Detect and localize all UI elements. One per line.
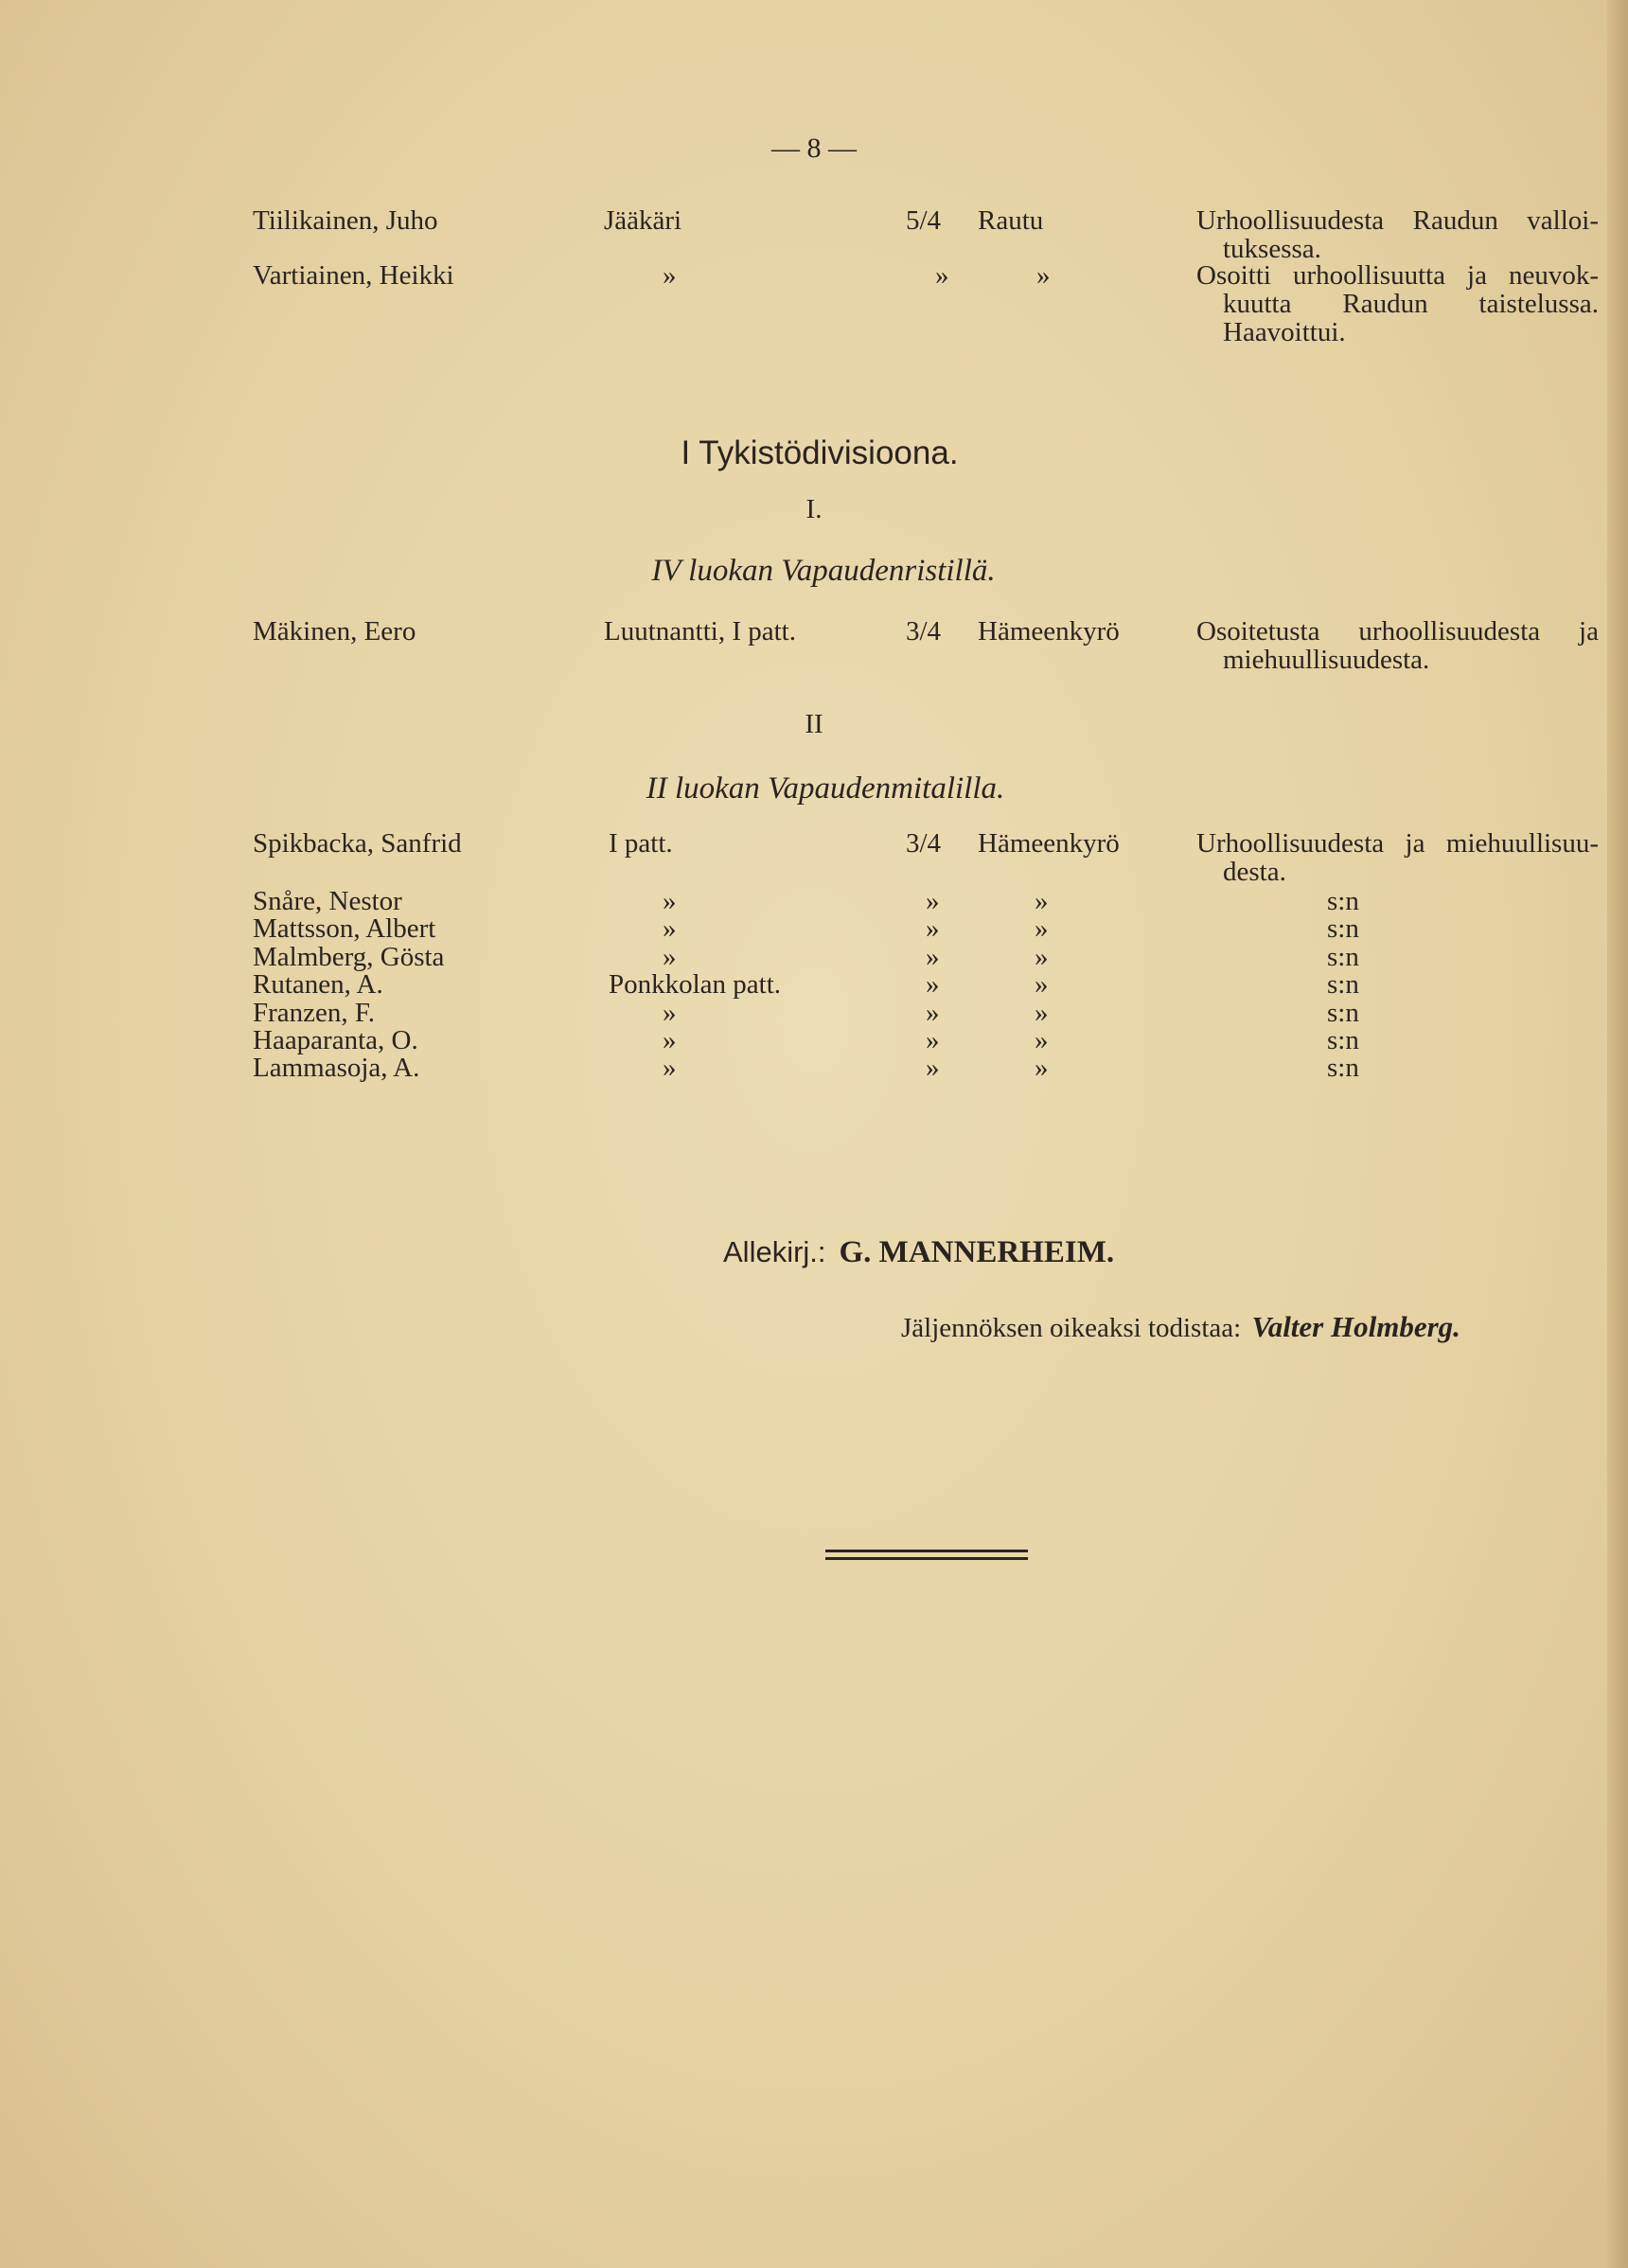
entry-place: Hämeenkyrö	[978, 828, 1120, 859]
section-numeral: I.	[805, 494, 823, 524]
entry-name: Malmberg, Gösta	[253, 942, 445, 972]
entry-rank: »	[663, 942, 677, 972]
entry-date: 3/4	[906, 616, 942, 647]
entry-name: Tiilikainen, Juho	[253, 205, 438, 236]
entry-name: Franzen, F.	[253, 998, 375, 1028]
section-numeral: II	[805, 709, 823, 739]
entry-place: Rautu	[978, 205, 1044, 236]
entry-place: »	[1035, 998, 1049, 1028]
entry-date: »	[926, 942, 940, 972]
entry-name: Mattsson, Albert	[253, 913, 436, 944]
entry-rank: »	[663, 886, 677, 916]
entry-rank: Luutnantti, I patt.	[604, 616, 796, 647]
entry-place: »	[1035, 1053, 1049, 1083]
entry-rank: Ponkkolan patt.	[609, 969, 782, 1000]
entry-reason: s:n	[1327, 998, 1359, 1028]
entry-reason: s:n	[1327, 942, 1359, 972]
section-title: IV luokan Vapaudenristillä.	[651, 554, 996, 588]
section-title: II luokan Vapaudenmitalilla.	[646, 771, 1005, 806]
entry-rank: »	[663, 260, 677, 291]
page-number: — 8 —	[771, 133, 857, 164]
entry-place: »	[1035, 1025, 1049, 1055]
entry-date: »	[926, 886, 940, 916]
entry-date: 3/4	[906, 828, 942, 859]
page-edge	[1607, 0, 1628, 2268]
entry-place: »	[1035, 969, 1049, 1000]
entry-place: »	[1035, 942, 1049, 972]
entry-name: Vartiainen, Heikki	[253, 260, 454, 291]
entry-date: »	[935, 260, 949, 291]
division-title: I Tykistödivisioona.	[681, 434, 959, 471]
entry-reason: Urhoollisuudesta Raudun valloi- tuksessa.	[1196, 205, 1599, 264]
signature	[723, 1235, 1114, 1268]
entry-name: Lammasoja, A.	[253, 1053, 420, 1083]
entry-rank: I patt.	[609, 828, 673, 859]
double-rule-bottom	[825, 1557, 1028, 1560]
entry-rank: »	[663, 913, 677, 944]
certification-signer: Valter Holmberg.	[1251, 1310, 1460, 1343]
entry-place: »	[1036, 260, 1051, 291]
entry-date: »	[926, 913, 940, 944]
entry-reason: s:n	[1327, 1025, 1359, 1055]
entry-place: »	[1035, 913, 1049, 944]
entry-place: Hämeenkyrö	[978, 616, 1120, 647]
signature-prefix: Allekirj.:	[723, 1235, 826, 1268]
entry-reason: s:n	[1327, 969, 1359, 1000]
entry-reason: Urhoollisuudesta ja miehuullisuu- desta.	[1196, 828, 1599, 887]
entry-place: »	[1035, 886, 1049, 916]
entry-rank: »	[663, 1053, 677, 1083]
entry-date: »	[926, 1053, 940, 1083]
double-rule-top	[825, 1550, 1028, 1552]
entry-reason: s:n	[1327, 1053, 1359, 1083]
entry-date: »	[926, 1025, 940, 1055]
certification	[901, 1310, 1460, 1343]
entry-reason: s:n	[1327, 886, 1359, 916]
certification-text: Jäljennöksen oikeaksi todistaa:	[901, 1313, 1242, 1343]
entry-reason: Osoitti urhoollisuutta ja neuvok- kuutta Raudun taistelussa. Haavoittui.	[1196, 260, 1599, 347]
entry-reason: s:n	[1327, 913, 1359, 944]
entry-date: »	[926, 998, 940, 1028]
entry-rank: »	[663, 998, 677, 1028]
entry-name: Haaparanta, O.	[253, 1025, 418, 1055]
entry-rank: »	[663, 1025, 677, 1055]
entry-name: Snåre, Nestor	[253, 886, 402, 916]
entry-name: Mäkinen, Eero	[253, 616, 416, 647]
entry-name: Spikbacka, Sanfrid	[253, 828, 462, 859]
entry-date: 5/4	[906, 205, 942, 236]
signature-name: G. MANNERHEIM.	[839, 1235, 1115, 1269]
entry-date: »	[926, 969, 940, 1000]
entry-reason: Osoitetusta urhoollisuudesta ja miehuullisuudesta.	[1196, 616, 1599, 675]
entry-rank: Jääkäri	[604, 205, 682, 236]
entry-name: Rutanen, A.	[253, 969, 383, 1000]
